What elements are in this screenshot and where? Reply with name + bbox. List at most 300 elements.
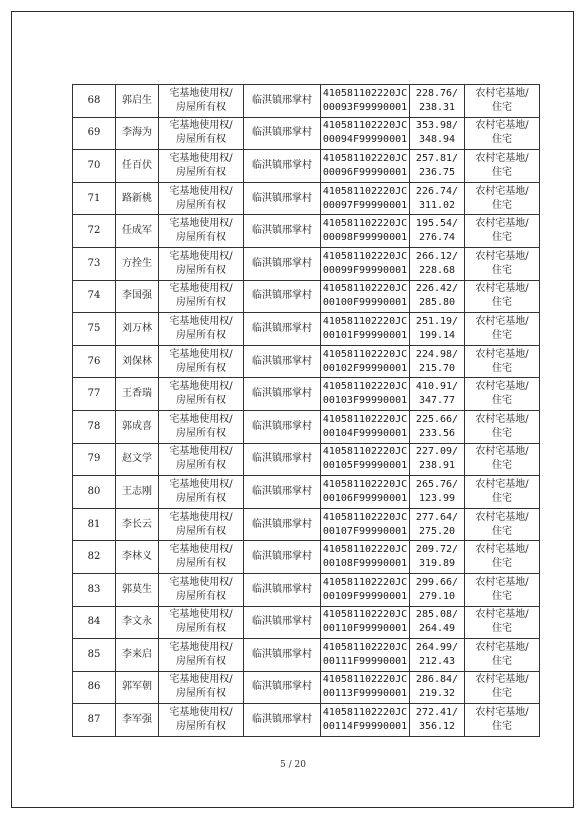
row-number: 70	[87, 159, 101, 171]
parcel-code-line-1: 410581102220JC	[322, 185, 408, 197]
owner-name: 李文永	[122, 616, 152, 628]
owner-name: 李林义	[122, 551, 152, 563]
parcel-code-line-1: 410581102220JC	[322, 315, 408, 327]
location-cell	[244, 410, 321, 443]
owner-name-cell	[116, 117, 159, 150]
right-type-cell	[159, 541, 244, 574]
right-type-cell	[159, 410, 244, 443]
land-use-line-1: 农村宅基地/	[475, 707, 529, 719]
building-area: 236.75	[418, 166, 456, 178]
table-row	[73, 378, 540, 411]
building-area: 347.77	[418, 395, 456, 407]
parcel-code-line-1: 410581102220JC	[322, 120, 408, 132]
location: 临淇镇邢掌村	[252, 257, 312, 269]
owner-name-cell	[116, 215, 159, 248]
building-area: 238.31	[418, 101, 456, 113]
area-cell	[410, 378, 465, 411]
building-area: 215.70	[418, 362, 456, 374]
land-use-line-1: 农村宅基地/	[475, 674, 529, 686]
area-cell	[410, 215, 465, 248]
right-type-cell	[159, 247, 244, 280]
land-use-line-2: 住宅	[492, 329, 512, 341]
location-cell	[244, 280, 321, 313]
land-area: 257.81/	[415, 152, 459, 164]
location: 临淇镇邢掌村	[252, 127, 312, 139]
parcel-code-line-1: 410581102220JC	[322, 381, 408, 393]
parcel-code-cell	[321, 476, 410, 509]
land-use-cell	[465, 508, 540, 541]
land-use-line-1: 农村宅基地/	[475, 315, 529, 327]
location-cell	[244, 345, 321, 378]
building-area: 276.74	[418, 232, 456, 244]
parcel-code-cell	[321, 573, 410, 606]
building-area: 199.14	[418, 329, 456, 341]
owner-name-cell	[116, 508, 159, 541]
parcel-code-cell	[321, 508, 410, 541]
owner-name: 郭启生	[122, 94, 152, 106]
right-type-line-1: 宅基地使用权/	[169, 185, 233, 197]
land-use-line-1: 农村宅基地/	[475, 381, 529, 393]
table-row	[73, 541, 540, 574]
location: 临淇镇邢掌村	[252, 551, 312, 563]
building-area: 275.20	[418, 525, 456, 537]
parcel-code-line-2: 00104F99990001	[322, 427, 408, 439]
land-area: 209.72/	[415, 544, 459, 556]
building-area: 212.43	[418, 655, 456, 667]
land-use-cell	[465, 85, 540, 118]
parcel-code-line-2: 00101F99990001	[322, 329, 408, 341]
land-use-line-2: 住宅	[492, 721, 512, 733]
land-use-line-1: 农村宅基地/	[475, 609, 529, 621]
land-use-line-1: 农村宅基地/	[475, 641, 529, 653]
parcel-code-line-1: 410581102220JC	[322, 707, 408, 719]
row-number: 72	[87, 225, 101, 237]
area-cell	[410, 410, 465, 443]
right-type-line-1: 宅基地使用权/	[169, 283, 233, 295]
parcel-code-cell	[321, 443, 410, 476]
location-cell	[244, 541, 321, 574]
row-number: 77	[87, 388, 101, 400]
parcel-code-cell	[321, 280, 410, 313]
row-number: 79	[87, 453, 101, 465]
area-cell	[410, 508, 465, 541]
parcel-code-cell	[321, 85, 410, 118]
row-number-cell	[73, 313, 116, 346]
owner-name-cell	[116, 410, 159, 443]
row-number-cell	[73, 247, 116, 280]
row-number: 76	[87, 355, 101, 367]
building-area: 264.49	[418, 623, 456, 635]
land-area: 265.76/	[415, 478, 459, 490]
table-row	[73, 606, 540, 639]
land-use-line-2: 住宅	[492, 232, 512, 244]
parcel-code-cell	[321, 410, 410, 443]
land-area: 285.08/	[415, 609, 459, 621]
building-area: 123.99	[418, 492, 456, 504]
right-type-line-2: 房屋所有权	[176, 166, 226, 178]
parcel-code-line-1: 410581102220JC	[322, 87, 408, 99]
land-use-cell	[465, 443, 540, 476]
right-type-line-1: 宅基地使用权/	[169, 511, 233, 523]
land-area: 227.09/	[415, 446, 459, 458]
right-type-cell	[159, 117, 244, 150]
location: 临淇镇邢掌村	[252, 616, 312, 628]
land-use-cell	[465, 639, 540, 672]
table-row	[73, 280, 540, 313]
parcel-code-line-2: 00102F99990001	[322, 362, 408, 374]
land-area: 195.54/	[415, 218, 459, 230]
parcel-code-line-2: 00094F99990001	[322, 134, 408, 146]
owner-name: 王志刚	[122, 485, 152, 497]
parcel-code-cell	[321, 378, 410, 411]
right-type-line-1: 宅基地使用权/	[169, 120, 233, 132]
land-use-line-1: 农村宅基地/	[475, 413, 529, 425]
owner-name: 路新桃	[122, 192, 152, 204]
right-type-line-1: 宅基地使用权/	[169, 446, 233, 458]
owner-name-cell	[116, 85, 159, 118]
land-use-line-2: 住宅	[492, 199, 512, 211]
land-use-line-1: 农村宅基地/	[475, 446, 529, 458]
right-type-line-1: 宅基地使用权/	[169, 250, 233, 262]
area-cell	[410, 639, 465, 672]
land-use-cell	[465, 671, 540, 704]
parcel-code-line-2: 00106F99990001	[322, 492, 408, 504]
parcel-code-line-1: 410581102220JC	[322, 413, 408, 425]
land-use-cell	[465, 541, 540, 574]
parcel-code-line-1: 410581102220JC	[322, 283, 408, 295]
right-type-line-2: 房屋所有权	[176, 362, 226, 374]
table-row	[73, 508, 540, 541]
land-use-line-1: 农村宅基地/	[475, 87, 529, 99]
row-number-cell	[73, 150, 116, 183]
area-cell	[410, 671, 465, 704]
land-area: 286.84/	[415, 674, 459, 686]
table-row	[73, 476, 540, 509]
land-area: 225.66/	[415, 413, 459, 425]
owner-name-cell	[116, 476, 159, 509]
owner-name: 方拴生	[122, 257, 152, 269]
location-cell	[244, 573, 321, 606]
land-area: 224.98/	[415, 348, 459, 360]
land-use-line-2: 住宅	[492, 395, 512, 407]
land-use-line-1: 农村宅基地/	[475, 283, 529, 295]
building-area: 348.94	[418, 134, 456, 146]
table-row	[73, 671, 540, 704]
land-use-line-2: 住宅	[492, 362, 512, 374]
land-use-cell	[465, 573, 540, 606]
right-type-line-2: 房屋所有权	[176, 101, 226, 113]
row-number-cell	[73, 410, 116, 443]
row-number: 69	[87, 127, 101, 139]
right-type-cell	[159, 704, 244, 737]
parcel-code-line-2: 00093F99990001	[322, 101, 408, 113]
location-cell	[244, 639, 321, 672]
parcel-code-line-1: 410581102220JC	[322, 576, 408, 588]
area-cell	[410, 704, 465, 737]
right-type-line-2: 房屋所有权	[176, 427, 226, 439]
row-number: 83	[87, 583, 101, 595]
right-type-line-2: 房屋所有权	[176, 525, 226, 537]
right-type-line-2: 房屋所有权	[176, 688, 226, 700]
row-number: 71	[87, 192, 101, 204]
owner-name-cell	[116, 150, 159, 183]
parcel-code-line-1: 410581102220JC	[322, 674, 408, 686]
land-use-line-2: 住宅	[492, 101, 512, 113]
table-row	[73, 704, 540, 737]
parcel-code-cell	[321, 345, 410, 378]
building-area: 279.10	[418, 590, 456, 602]
land-area: 299.66/	[415, 576, 459, 588]
parcel-code-line-2: 00103F99990001	[322, 395, 408, 407]
right-type-cell	[159, 508, 244, 541]
land-area: 264.99/	[415, 641, 459, 653]
location: 临淇镇邢掌村	[252, 681, 312, 693]
owner-name: 李长云	[122, 518, 152, 530]
area-cell	[410, 117, 465, 150]
right-type-line-2: 房屋所有权	[176, 199, 226, 211]
land-use-cell	[465, 410, 540, 443]
row-number-cell	[73, 85, 116, 118]
owner-name-cell	[116, 573, 159, 606]
land-use-cell	[465, 313, 540, 346]
right-type-line-2: 房屋所有权	[176, 721, 226, 733]
right-type-line-1: 宅基地使用权/	[169, 152, 233, 164]
records-table-body	[73, 85, 540, 737]
parcel-code-line-1: 410581102220JC	[322, 446, 408, 458]
row-number: 73	[87, 257, 101, 269]
location: 临淇镇邢掌村	[252, 583, 312, 595]
row-number-cell	[73, 117, 116, 150]
right-type-cell	[159, 313, 244, 346]
land-area: 266.12/	[415, 250, 459, 262]
location-cell	[244, 378, 321, 411]
table-row	[73, 345, 540, 378]
right-type-cell	[159, 443, 244, 476]
right-type-line-2: 房屋所有权	[176, 460, 226, 472]
land-use-line-1: 农村宅基地/	[475, 478, 529, 490]
parcel-code-line-2: 00107F99990001	[322, 525, 408, 537]
land-use-line-1: 农村宅基地/	[475, 250, 529, 262]
row-number-cell	[73, 671, 116, 704]
parcel-code-cell	[321, 639, 410, 672]
owner-name-cell	[116, 541, 159, 574]
area-cell	[410, 541, 465, 574]
location-cell	[244, 85, 321, 118]
parcel-code-cell	[321, 704, 410, 737]
land-use-line-2: 住宅	[492, 492, 512, 504]
area-cell	[410, 150, 465, 183]
right-type-line-1: 宅基地使用权/	[169, 381, 233, 393]
land-use-cell	[465, 345, 540, 378]
parcel-code-line-2: 00096F99990001	[322, 166, 408, 178]
right-type-line-1: 宅基地使用权/	[169, 609, 233, 621]
parcel-code-cell	[321, 606, 410, 639]
right-type-cell	[159, 150, 244, 183]
row-number: 86	[87, 681, 101, 693]
building-area: 228.68	[418, 264, 456, 276]
page-number: 5 / 20	[280, 760, 306, 770]
land-use-cell	[465, 704, 540, 737]
area-cell	[410, 85, 465, 118]
location: 临淇镇邢掌村	[252, 322, 312, 334]
right-type-cell	[159, 182, 244, 215]
parcel-code-line-2: 00110F99990001	[322, 623, 408, 635]
land-use-cell	[465, 378, 540, 411]
location: 临淇镇邢掌村	[252, 355, 312, 367]
land-use-line-2: 住宅	[492, 558, 512, 570]
owner-name-cell	[116, 671, 159, 704]
owner-name: 郭莫生	[122, 583, 152, 595]
right-type-cell	[159, 476, 244, 509]
right-type-line-2: 房屋所有权	[176, 329, 226, 341]
owner-name: 郭成喜	[122, 420, 152, 432]
location: 临淇镇邢掌村	[252, 485, 312, 497]
row-number-cell	[73, 541, 116, 574]
owner-name: 李来启	[122, 648, 152, 660]
owner-name: 赵文学	[122, 453, 152, 465]
parcel-code-line-2: 00100F99990001	[322, 297, 408, 309]
land-use-line-1: 农村宅基地/	[475, 185, 529, 197]
parcel-code-line-1: 410581102220JC	[322, 641, 408, 653]
land-use-line-2: 住宅	[492, 590, 512, 602]
location-cell	[244, 704, 321, 737]
parcel-code-line-1: 410581102220JC	[322, 250, 408, 262]
parcel-code-cell	[321, 541, 410, 574]
land-use-cell	[465, 247, 540, 280]
parcel-code-line-2: 00098F99990001	[322, 232, 408, 244]
right-type-cell	[159, 671, 244, 704]
land-area: 272.41/	[415, 707, 459, 719]
location: 临淇镇邢掌村	[252, 453, 312, 465]
row-number-cell	[73, 476, 116, 509]
right-type-line-2: 房屋所有权	[176, 623, 226, 635]
row-number: 81	[87, 518, 101, 530]
location: 临淇镇邢掌村	[252, 648, 312, 660]
location-cell	[244, 215, 321, 248]
table-row	[73, 443, 540, 476]
right-type-cell	[159, 345, 244, 378]
right-type-line-2: 房屋所有权	[176, 492, 226, 504]
row-number-cell	[73, 573, 116, 606]
land-use-line-2: 住宅	[492, 688, 512, 700]
location: 临淇镇邢掌村	[252, 94, 312, 106]
parcel-code-cell	[321, 215, 410, 248]
row-number-cell	[73, 345, 116, 378]
parcel-code-line-2: 00097F99990001	[322, 199, 408, 211]
right-type-line-2: 房屋所有权	[176, 232, 226, 244]
owner-name-cell	[116, 378, 159, 411]
owner-name: 刘保林	[122, 355, 152, 367]
right-type-cell	[159, 280, 244, 313]
land-area: 353.98/	[415, 120, 459, 132]
right-type-line-1: 宅基地使用权/	[169, 315, 233, 327]
owner-name: 李海为	[122, 127, 152, 139]
location: 临淇镇邢掌村	[252, 388, 312, 400]
land-use-line-2: 住宅	[492, 297, 512, 309]
area-cell	[410, 606, 465, 639]
right-type-cell	[159, 639, 244, 672]
location: 临淇镇邢掌村	[252, 192, 312, 204]
area-cell	[410, 247, 465, 280]
land-use-line-2: 住宅	[492, 655, 512, 667]
right-type-line-1: 宅基地使用权/	[169, 707, 233, 719]
land-use-cell	[465, 117, 540, 150]
table-row	[73, 247, 540, 280]
land-area: 410.91/	[415, 381, 459, 393]
parcel-code-line-2: 00105F99990001	[322, 460, 408, 472]
parcel-code-line-2: 00113F99990001	[322, 688, 408, 700]
row-number-cell	[73, 182, 116, 215]
owner-name-cell	[116, 639, 159, 672]
area-cell	[410, 280, 465, 313]
land-use-line-2: 住宅	[492, 460, 512, 472]
right-type-line-2: 房屋所有权	[176, 395, 226, 407]
right-type-line-1: 宅基地使用权/	[169, 544, 233, 556]
owner-name: 王香瑞	[122, 388, 152, 400]
location-cell	[244, 476, 321, 509]
area-cell	[410, 573, 465, 606]
location: 临淇镇邢掌村	[252, 225, 312, 237]
parcel-code-line-1: 410581102220JC	[322, 609, 408, 621]
row-number: 68	[87, 94, 101, 106]
right-type-cell	[159, 378, 244, 411]
area-cell	[410, 313, 465, 346]
location-cell	[244, 182, 321, 215]
right-type-line-1: 宅基地使用权/	[169, 413, 233, 425]
land-use-line-1: 农村宅基地/	[475, 218, 529, 230]
area-cell	[410, 345, 465, 378]
building-area: 238.91	[418, 460, 456, 472]
row-number-cell	[73, 280, 116, 313]
parcel-code-line-1: 410581102220JC	[322, 152, 408, 164]
land-use-cell	[465, 606, 540, 639]
table-row	[73, 182, 540, 215]
area-cell	[410, 443, 465, 476]
owner-name: 任百伏	[122, 159, 152, 171]
land-area: 228.76/	[415, 87, 459, 99]
land-use-line-1: 农村宅基地/	[475, 544, 529, 556]
row-number: 82	[87, 551, 101, 563]
owner-name: 李军强	[122, 714, 152, 726]
land-use-line-1: 农村宅基地/	[475, 576, 529, 588]
owner-name: 刘万林	[122, 322, 152, 334]
location: 临淇镇邢掌村	[252, 518, 312, 530]
parcel-code-cell	[321, 671, 410, 704]
land-use-line-2: 住宅	[492, 134, 512, 146]
right-type-cell	[159, 85, 244, 118]
owner-name-cell	[116, 247, 159, 280]
land-use-cell	[465, 476, 540, 509]
row-number-cell	[73, 606, 116, 639]
building-area: 219.32	[418, 688, 456, 700]
right-type-line-2: 房屋所有权	[176, 134, 226, 146]
right-type-line-1: 宅基地使用权/	[169, 218, 233, 230]
parcel-code-line-2: 00109F99990001	[322, 590, 408, 602]
right-type-cell	[159, 606, 244, 639]
right-type-line-1: 宅基地使用权/	[169, 87, 233, 99]
land-use-cell	[465, 150, 540, 183]
row-number: 85	[87, 648, 101, 660]
table-row	[73, 573, 540, 606]
parcel-code-cell	[321, 313, 410, 346]
parcel-code-cell	[321, 182, 410, 215]
parcel-code-line-2: 00114F99990001	[322, 721, 408, 733]
table-row	[73, 313, 540, 346]
parcel-code-line-2: 00099F99990001	[322, 264, 408, 276]
land-use-line-2: 住宅	[492, 427, 512, 439]
building-area: 233.56	[418, 427, 456, 439]
land-area: 277.64/	[415, 511, 459, 523]
